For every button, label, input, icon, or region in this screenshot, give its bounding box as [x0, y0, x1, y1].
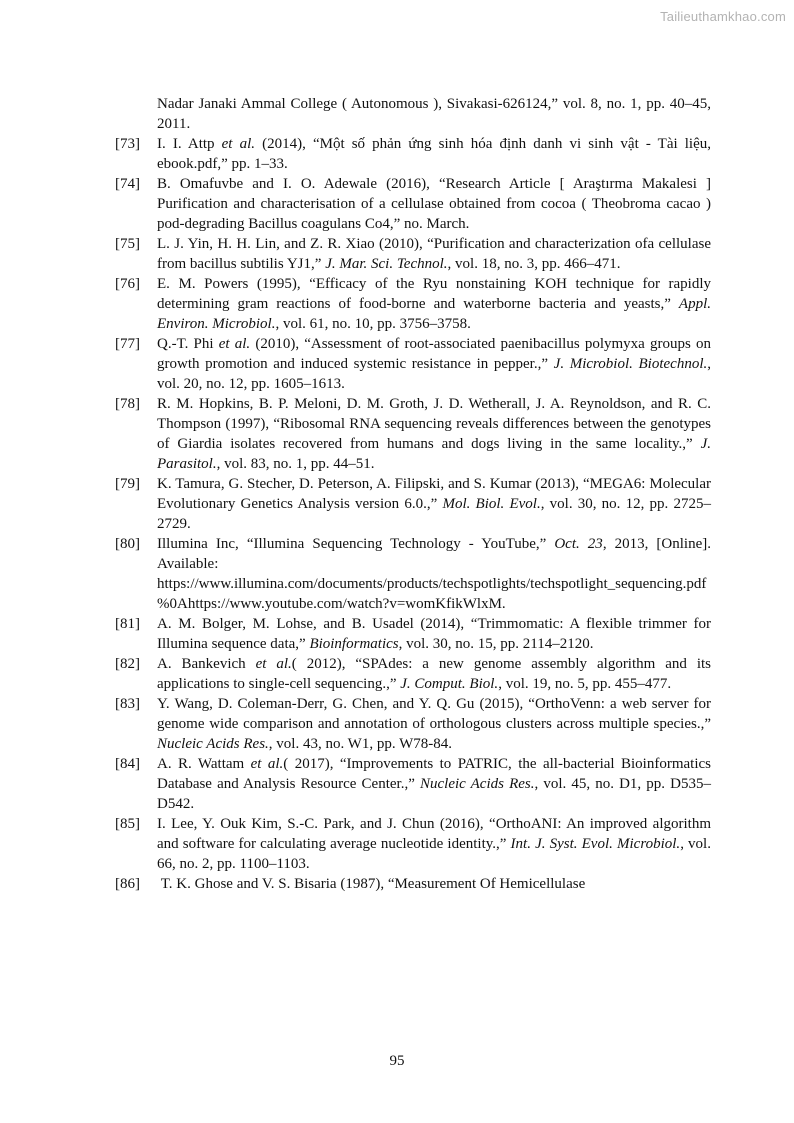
reference-text — [157, 696, 711, 752]
reference-item — [115, 394, 711, 474]
reference-text — [157, 396, 711, 472]
reference-text-italic: et al. — [221, 136, 255, 152]
reference-text-segment: Nadar Janaki Ammal College ( Autonomous ), Sivakasi-626124,” vol. 8, no. 1, pp. 40–45, 2011. — [157, 96, 711, 132]
reference-item — [115, 134, 711, 174]
references-list — [115, 94, 711, 894]
reference-item — [115, 754, 711, 814]
reference-text — [157, 656, 711, 692]
reference-number: [76] — [115, 276, 140, 292]
page-number: 95 — [389, 1053, 405, 1069]
reference-item — [115, 874, 711, 894]
reference-text — [157, 816, 711, 872]
reference-text-segment: A. Bankevich — [157, 656, 256, 672]
reference-item — [115, 174, 711, 234]
reference-text — [157, 336, 711, 392]
reference-item — [115, 814, 711, 874]
reference-text-segment: R. M. Hopkins, B. P. Meloni, D. M. Groth, J. D. Wetherall, J. A. Reynoldson, and R. C. Thompson (1997), “Ribosomal RNA sequencing reveals differences between the genotypes of Giardia isolates recovered from humans and dogs living in the same locality.,” — [157, 396, 711, 452]
reference-url: https://www.illumina.com/documents/products/techspotlights/techspotlight_sequencing.pdf%0Ahttps://www.youtube.com/watch?v=womKfikWlxM. — [157, 576, 707, 612]
reference-text — [157, 476, 711, 532]
reference-text-segment: L. J. Yin, H. H. Lin, and Z. R. Xiao (2010), “Purification and characterization ofa cellulase from bacillus subtilis YJ1,” — [157, 236, 711, 272]
reference-text — [157, 536, 711, 612]
reference-text-segment: Y. Wang, D. Coleman-Derr, G. Chen, and Y. Q. Gu (2015), “OrthoVenn: a web server for genome wide comparison and annotation of orthologous clusters across multiple species.,” — [157, 696, 711, 732]
reference-text-segment: ( 2017), “Improvements to PATRIC, the all-bacterial Bioinformatics Database and Analysis Resource Center.,” — [157, 756, 711, 792]
reference-item — [115, 94, 711, 134]
reference-text-segment: B. Omafuvbe and I. O. Adewale (2016), “Research Article [ Araştırma Makalesi ] Purification and characterisation of a cellulase obtained from cocoa ( Theobroma cacao ) pod-degrading Bacillus coagulans Co4,” no. March. — [157, 176, 711, 232]
reference-text-italic: Nucleic Acids Res. — [419, 776, 535, 792]
reference-text — [157, 136, 711, 172]
reference-text — [157, 756, 711, 812]
reference-text-italic: Nucleic Acids Res. — [157, 736, 269, 752]
reference-text-segment: , vol. 66, no. 2, pp. 1100–1103. — [157, 836, 711, 872]
reference-number: [85] — [115, 816, 140, 832]
reference-text-segment: , vol. 43, no. W1, pp. W78-84. — [268, 736, 452, 752]
reference-text-italic: Appl. Environ. Microbiol. — [157, 296, 711, 332]
reference-text-italic: Oct. 23 — [554, 536, 603, 552]
reference-text-segment: , vol. 30, no. 12, pp. 2725–2729. — [157, 496, 711, 532]
reference-text-segment: , vol. 45, no. D1, pp. D535–D542. — [157, 776, 711, 812]
reference-text-segment: , vol. 30, no. 15, pp. 2114–2120. — [398, 636, 594, 652]
reference-item — [115, 274, 711, 334]
reference-item — [115, 234, 711, 274]
reference-text-segment: , vol. 20, no. 12, pp. 1605–1613. — [157, 356, 711, 392]
reference-number: [74] — [115, 176, 140, 192]
reference-text — [157, 876, 585, 892]
reference-number: [73] — [115, 136, 140, 152]
reference-text-italic: J. Microbiol. Biotechnol. — [553, 356, 708, 372]
reference-item — [115, 534, 711, 614]
reference-text-italic: et al. — [255, 656, 292, 672]
reference-text-italic: J. Mar. Sci. Technol. — [325, 256, 448, 272]
reference-text — [157, 276, 711, 332]
reference-text-segment: (2014), “Một số phản ứng sinh hóa định danh vi sinh vật - Tài liệu, ebook.pdf,” pp. 1–33. — [157, 136, 711, 172]
reference-text-segment: , vol. 83, no. 1, pp. 44–51. — [216, 456, 375, 472]
reference-text — [157, 176, 711, 232]
reference-number: [84] — [115, 756, 140, 772]
reference-text — [157, 236, 711, 272]
reference-text-segment: , 2013, [Online]. Available: — [157, 536, 711, 572]
reference-item — [115, 654, 711, 694]
reference-text — [157, 96, 711, 132]
reference-text-segment: , vol. 19, no. 5, pp. 455–477. — [498, 676, 672, 692]
reference-text-italic: et al. — [218, 336, 251, 352]
reference-text — [157, 616, 711, 652]
reference-item — [115, 334, 711, 394]
reference-text-italic: Bioinformatics — [309, 636, 399, 652]
reference-number: [75] — [115, 236, 140, 252]
reference-text-italic: Int. J. Syst. Evol. Microbiol. — [510, 836, 681, 852]
reference-text-segment: A. M. Bolger, M. Lohse, and B. Usadel (2014), “Trimmomatic: A flexible trimmer for Illumina sequence data,” — [157, 616, 711, 652]
reference-text-segment: ( 2012), “SPAdes: a new genome assembly algorithm and its applications to single-cell sequencing.,” — [157, 656, 712, 692]
reference-number: [79] — [115, 476, 140, 492]
reference-text-italic: J. Parasitol. — [157, 436, 711, 472]
reference-number: [82] — [115, 656, 140, 672]
reference-text-segment: , vol. 18, no. 3, pp. 466–471. — [447, 256, 621, 272]
reference-number: [86] — [115, 876, 140, 892]
reference-text-segment: Q.-T. Phi — [157, 336, 219, 352]
reference-text-segment: T. K. Ghose and V. S. Bisaria (1987), “Measurement Of Hemicellulase — [157, 876, 586, 892]
reference-number: [83] — [115, 696, 140, 712]
reference-number: [81] — [115, 616, 140, 632]
reference-text-segment: A. R. Wattam — [157, 756, 251, 772]
reference-number: [80] — [115, 536, 140, 552]
reference-text-segment: I. I. Attp — [157, 136, 222, 152]
reference-text-italic: J. Comput. Biol. — [400, 676, 499, 692]
reference-text-italic: Mol. Biol. Evol. — [442, 496, 541, 512]
reference-number: [78] — [115, 396, 140, 412]
reference-text-segment: K. Tamura, G. Stecher, D. Peterson, A. Filipski, and S. Kumar (2013), “MEGA6: Molecular Evolutionary Genetics Analysis version 6.0.,” — [157, 476, 711, 512]
reference-item — [115, 474, 711, 534]
reference-item — [115, 614, 711, 654]
reference-text-segment: E. M. Powers (1995), “Efficacy of the Ryu nonstaining KOH technique for rapidly determining gram reactions of food-borne and waterborne bacteria and yeasts,” — [157, 276, 711, 312]
reference-number: [77] — [115, 336, 140, 352]
reference-item — [115, 694, 711, 754]
reference-text-segment: (2010), “Assessment of root-associated paenibacillus polymyxa groups on growth promotion and induced systemic resistance in pepper.,” — [157, 336, 711, 372]
reference-text-segment: I. Lee, Y. Ouk Kim, S.-C. Park, and J. Chun (2016), “OrthoANI: An improved algorithm and software for calculating average nucleotide identity.,” — [157, 816, 711, 852]
reference-text-segment: , vol. 61, no. 10, pp. 3756–3758. — [275, 316, 471, 332]
reference-text-italic: et al. — [250, 756, 284, 772]
watermark: Tailieuthamkhao.com — [660, 9, 786, 24]
reference-text-segment: Illumina Inc, “Illumina Sequencing Technology - YouTube,” — [157, 536, 555, 552]
